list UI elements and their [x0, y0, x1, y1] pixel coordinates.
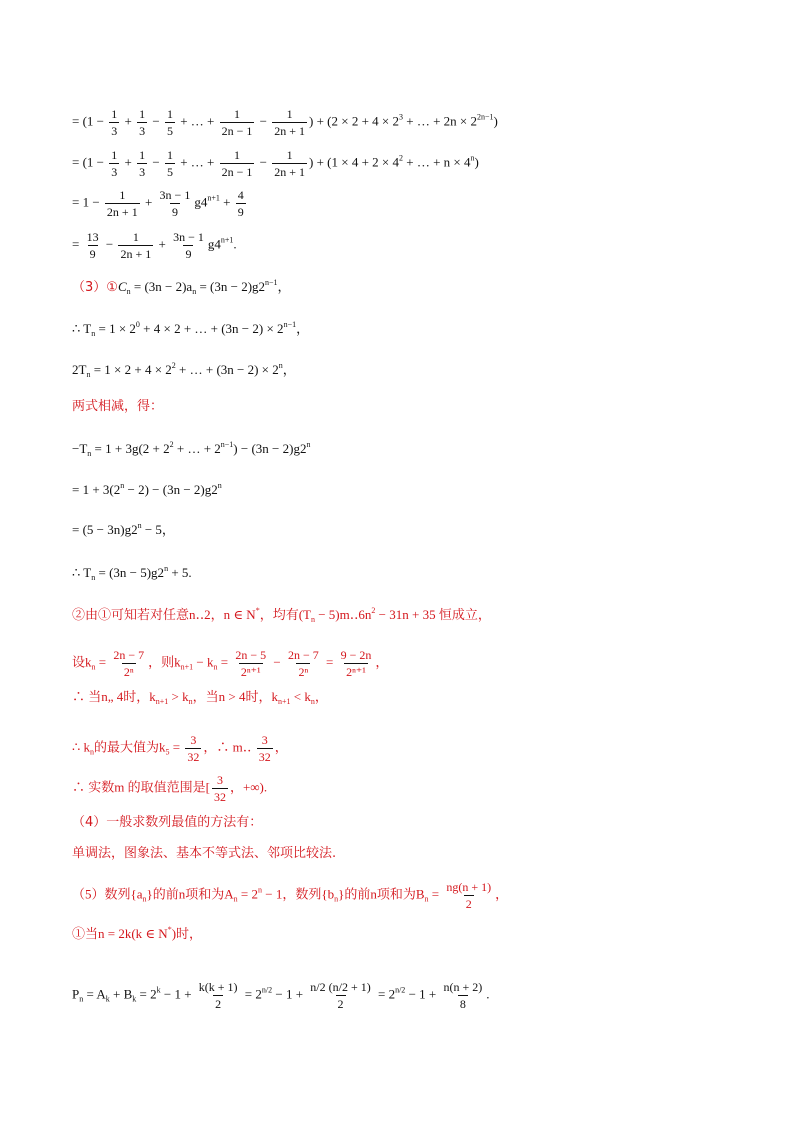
frac-num: 3 — [261, 733, 268, 747]
fraction — [441, 980, 484, 1011]
equation-line-21 — [72, 926, 202, 940]
superscript: n — [258, 885, 262, 895]
frac-num: n/2 (n/2 + 1) — [310, 980, 371, 994]
eq-text: ， — [282, 362, 296, 377]
superscript: n−1 — [220, 440, 234, 449]
eq-text: − — [256, 113, 271, 129]
fraction — [109, 148, 119, 179]
eq-text: + 5. — [168, 565, 192, 580]
fraction — [165, 107, 175, 138]
subscript: n — [86, 370, 91, 379]
eq-text: g4 — [194, 194, 208, 210]
frac-den: 2n + 1 — [274, 124, 306, 138]
subscript: n — [233, 894, 238, 904]
equation-line-4 — [72, 230, 237, 261]
fraction — [233, 648, 268, 679]
eq-text: + B — [109, 986, 133, 1002]
superscript: n — [470, 153, 475, 163]
eq-text: ∴ T — [72, 565, 92, 580]
subscript: k — [105, 994, 110, 1004]
superscript: * — [167, 925, 172, 934]
subscript: n — [126, 287, 131, 296]
frac-den: 9 — [185, 247, 192, 261]
frac-num: 2n − 7 — [113, 648, 145, 662]
fraction — [220, 148, 255, 179]
eq-text: 2T — [72, 362, 87, 377]
eq-text: − 1 + — [405, 986, 440, 1002]
frac-den: 32 — [213, 790, 226, 804]
subscript: 5 — [165, 747, 170, 757]
fraction — [111, 648, 146, 679]
superscript: 3 — [399, 112, 403, 122]
subscript: n — [213, 662, 218, 672]
equation-line-3 — [72, 188, 248, 219]
eq-text: ，∴ m‥ — [203, 739, 255, 755]
frac-num: k(k + 1) — [198, 980, 238, 994]
eq-text: + … + 2n × 2 — [403, 113, 477, 129]
eq-text: 设k — [72, 654, 92, 670]
frac-den: 2ⁿ — [298, 665, 309, 679]
subscript: n+1 — [180, 662, 194, 672]
subscript: n — [79, 994, 84, 1004]
frac-num: n(n + 2) — [443, 980, 483, 994]
subscript: n — [87, 449, 92, 458]
eq-text: + … + — [176, 154, 218, 170]
subscript: n — [334, 894, 339, 904]
eq-text: − 1 + — [272, 986, 307, 1002]
fraction — [308, 980, 372, 1011]
eq-text: )时， — [171, 926, 203, 941]
equation-line-12 — [72, 565, 192, 582]
eq-text: + 4 × 2 + … + (3n − 2) × 2 — [139, 321, 284, 336]
eq-text: ②由①可知若对任意n‥2，n ∈ N — [72, 607, 256, 622]
eq-text: C — [117, 279, 127, 294]
frac-num: 1 — [234, 107, 240, 121]
eq-text: }的前n项和为A — [146, 886, 234, 902]
superscript: n — [306, 440, 311, 449]
eq-text: （4）一般求数列最值的方法有： — [72, 815, 263, 830]
eq-text: = 1 − — [72, 194, 103, 210]
eq-text: + … + — [176, 113, 218, 129]
superscript: 2 — [169, 440, 174, 449]
fraction — [339, 648, 374, 679]
eq-text: = (1 − — [72, 154, 108, 170]
eq-text: = — [217, 654, 232, 670]
eq-text: + — [121, 113, 136, 129]
frac-den: 3 — [111, 124, 118, 138]
eq-text: = (3n − 5)g2 — [95, 565, 165, 580]
eq-text: . — [233, 236, 237, 252]
eq-text: ∴ k — [72, 739, 91, 755]
fraction — [257, 733, 273, 764]
eq-text: ∴ 实数m 的取值范围是[ — [72, 779, 210, 795]
eq-text: + — [219, 194, 234, 210]
frac-den: 32 — [187, 750, 200, 764]
eq-text: ， — [375, 654, 389, 670]
subscript: n+1 — [277, 697, 291, 706]
eq-text: = 1 × 2 + 4 × 2 — [90, 362, 172, 377]
frac-num: 1 — [139, 148, 146, 162]
frac-den: 2 — [337, 997, 344, 1011]
eq-text: = — [169, 739, 184, 755]
eq-text: ，当n > 4时，k — [192, 689, 278, 704]
eq-text: + … + (3n − 2) × 2 — [175, 362, 279, 377]
eq-text: −T — [72, 441, 88, 456]
eq-text: ∴ T — [72, 321, 92, 336]
eq-text: ，则k — [148, 654, 181, 670]
subscript: n — [310, 615, 315, 624]
frac-num: 1 — [166, 107, 173, 121]
eq-text: ，均有(T — [259, 607, 311, 622]
frac-num: 1 — [119, 188, 126, 202]
frac-den: 3 — [139, 124, 146, 138]
eq-text: + … + 2 — [173, 441, 221, 456]
eq-text: + — [121, 154, 136, 170]
subscript: n+1 — [155, 697, 169, 706]
frac-num: 3 — [190, 733, 197, 747]
superscript: n−1 — [265, 278, 278, 287]
frac-den: 2n + 1 — [106, 205, 138, 219]
fraction — [109, 107, 119, 138]
fraction — [236, 188, 246, 219]
fraction — [165, 148, 175, 179]
equation-line-22 — [72, 980, 490, 1011]
fraction — [286, 648, 321, 679]
eq-text: = — [72, 236, 83, 252]
subscript: n — [424, 894, 429, 904]
eq-text: + — [155, 236, 170, 252]
eq-text: 单调法，图象法、基本不等式法、邻项比较法. — [72, 846, 337, 861]
frac-num: 13 — [86, 230, 99, 244]
eq-text: ) — [474, 154, 479, 170]
frac-num: 1 — [111, 107, 118, 121]
frac-num: 4 — [237, 188, 244, 202]
superscript: 2 — [399, 153, 403, 163]
frac-num: 1 — [166, 148, 173, 162]
fraction — [171, 230, 206, 261]
frac-den: 2ⁿ⁺¹ — [240, 665, 261, 679]
superscript: n/2 — [261, 985, 273, 995]
equation-line-7 — [72, 362, 296, 379]
subscript: n — [91, 662, 96, 672]
eq-text: − 1，数列{b — [262, 886, 335, 902]
frac-den: 2ⁿ⁺¹ — [346, 665, 366, 679]
subscript: n — [91, 329, 96, 338]
fraction — [212, 773, 228, 804]
eq-text: = (3n − 2)a — [130, 279, 193, 294]
equation-line-14 — [72, 648, 388, 679]
eq-text: . — [486, 986, 490, 1002]
frac-den: 2n + 1 — [120, 247, 152, 261]
fraction — [137, 148, 147, 179]
eq-text: = (5 − 3n)g2 — [72, 522, 138, 537]
eq-text: = — [322, 654, 337, 670]
fraction — [118, 230, 153, 261]
eq-text: = 2 — [136, 986, 157, 1002]
superscript: k — [156, 985, 161, 995]
eq-text: ， — [274, 739, 288, 755]
superscript: n+1 — [207, 193, 220, 203]
frac-den: 3 — [139, 165, 146, 179]
fraction — [444, 880, 493, 911]
superscript: n — [120, 481, 125, 490]
fraction — [85, 230, 101, 261]
frac-num: 1 — [111, 148, 118, 162]
eq-text: 两式相减，得： — [72, 399, 164, 414]
eq-text: ∴ 当n„ 4时，k — [72, 689, 156, 704]
frac-num: 1 — [286, 148, 293, 162]
methods-heading — [72, 816, 262, 829]
subscript: n — [91, 573, 96, 582]
superscript: n — [278, 361, 283, 370]
eq-text: − — [270, 654, 284, 670]
equation-line-17 — [72, 773, 267, 804]
eq-text: = A — [83, 986, 106, 1002]
frac-num: 3n − 1 — [173, 230, 204, 244]
eq-text: + … + n × 4 — [403, 154, 471, 170]
eq-text: > k — [168, 689, 189, 704]
equation-line-1 — [72, 107, 498, 138]
eq-text: P — [72, 986, 80, 1002]
subtract-text — [72, 400, 163, 413]
frac-den: 2 — [465, 897, 472, 911]
eq-text: − 31n + 35 恒成立， — [375, 607, 491, 622]
subscript: n — [90, 747, 95, 757]
subscript: n — [142, 894, 147, 904]
eq-text: ， — [495, 886, 509, 902]
eq-text: = — [428, 886, 443, 902]
superscript: n+1 — [220, 235, 234, 245]
eq-text: − — [149, 154, 163, 170]
superscript: 2 — [171, 361, 176, 370]
eq-text: − 5， — [141, 522, 175, 537]
superscript: n — [164, 564, 169, 573]
eq-text: = 2 — [374, 986, 396, 1002]
eq-text: = 2 — [241, 986, 262, 1002]
frac-num: 1 — [234, 148, 240, 162]
eq-text: ， — [277, 279, 291, 294]
equation-line-16 — [72, 733, 288, 764]
eq-text: g4 — [207, 236, 221, 252]
superscript: n/2 — [395, 985, 406, 995]
frac-num: 2n − 5 — [235, 648, 267, 662]
eq-text: = 1 + 3(2 — [72, 482, 121, 497]
eq-text: ) − (3n − 2)g2 — [233, 441, 307, 456]
eq-text: ，+∞). — [229, 779, 268, 795]
frac-num: ng(n + 1) — [446, 880, 492, 894]
eq-text: = (1 − — [72, 113, 108, 129]
frac-den: 2n + 1 — [274, 165, 306, 179]
eq-text: − — [102, 236, 117, 252]
superscript: 0 — [135, 320, 140, 329]
equation-line-13 — [72, 607, 491, 624]
eq-text: − 2) − (3n − 2)g2 — [124, 482, 218, 497]
superscript: n — [217, 481, 222, 490]
fraction — [272, 148, 307, 179]
eq-text: ) — [493, 113, 498, 129]
equation-line-11 — [72, 522, 175, 536]
superscript: 2 — [371, 606, 376, 615]
fraction — [158, 188, 193, 219]
frac-den: 32 — [258, 750, 271, 764]
equation-line-15 — [72, 690, 328, 706]
eq-text: = 1 × 2 — [95, 321, 136, 336]
frac-num: 1 — [139, 107, 146, 121]
frac-num: 1 — [132, 230, 139, 244]
superscript: * — [255, 606, 260, 615]
frac-den: 9 — [237, 205, 244, 219]
frac-den: 2n − 1 — [221, 165, 253, 179]
part-label: （3） — [72, 280, 107, 295]
frac-den: 2n − 1 — [221, 124, 253, 138]
superscript: 2n−1 — [477, 112, 494, 122]
frac-num: 2n − 7 — [287, 648, 319, 662]
frac-den: 3 — [111, 165, 118, 179]
equation-line-5 — [72, 279, 291, 296]
fraction — [272, 107, 307, 138]
eq-text: ) + (2 × 2 + 4 × 2 — [309, 113, 399, 129]
eq-text: ①当n = 2k(k ∈ N — [72, 926, 168, 941]
frac-den: 5 — [166, 124, 173, 138]
frac-num: 9 − 2n — [340, 648, 372, 662]
fraction — [137, 107, 147, 138]
frac-den: 2 — [215, 997, 222, 1011]
fraction — [220, 107, 255, 138]
superscript: n−1 — [283, 320, 297, 329]
frac-num: 1 — [286, 107, 293, 121]
equation-line-10 — [72, 482, 222, 496]
frac-den: 8 — [459, 997, 466, 1011]
eq-text: }的前n项和为B — [338, 886, 425, 902]
superscript: n — [137, 521, 142, 530]
eq-text: ， — [314, 689, 328, 704]
frac-den: 9 — [89, 247, 96, 261]
eq-text: = (3n − 2)g2 — [196, 279, 266, 294]
equation-line-9 — [72, 441, 310, 458]
eq-text: + — [141, 194, 156, 210]
frac-den: 2ⁿ — [123, 665, 134, 679]
subscript: n — [188, 697, 193, 706]
eq-text: （5）数列{a — [72, 886, 143, 902]
frac-den: 5 — [166, 165, 173, 179]
subpart-marker: ① — [106, 279, 118, 294]
equation-line-20 — [72, 880, 508, 911]
eq-text: 的最大值为k — [94, 739, 166, 755]
subscript: n — [310, 697, 315, 706]
subscript: n — [192, 287, 197, 296]
eq-text: = 2 — [237, 886, 258, 902]
frac-den: 9 — [171, 205, 178, 219]
eq-text: − — [149, 113, 163, 129]
frac-num: 3 — [216, 773, 223, 787]
frac-num: 3n − 1 — [159, 188, 191, 202]
equation-line-6 — [72, 321, 309, 338]
eq-text: − — [256, 154, 271, 170]
eq-text: < k — [290, 689, 311, 704]
fraction — [105, 188, 140, 219]
eq-text: ) + (1 × 4 + 2 × 4 — [309, 154, 399, 170]
methods-list — [72, 847, 336, 860]
fraction — [197, 980, 240, 1011]
equation-line-2 — [72, 148, 479, 179]
eq-text: − 5)m‥6n — [314, 607, 372, 622]
fraction — [185, 733, 201, 764]
eq-text: ， — [296, 321, 310, 336]
eq-text: = 1 + 3g(2 + 2 — [91, 441, 170, 456]
subscript: k — [132, 994, 137, 1004]
eq-text: − k — [193, 654, 214, 670]
eq-text: = — [95, 654, 110, 670]
eq-text: − 1 + — [160, 986, 195, 1002]
